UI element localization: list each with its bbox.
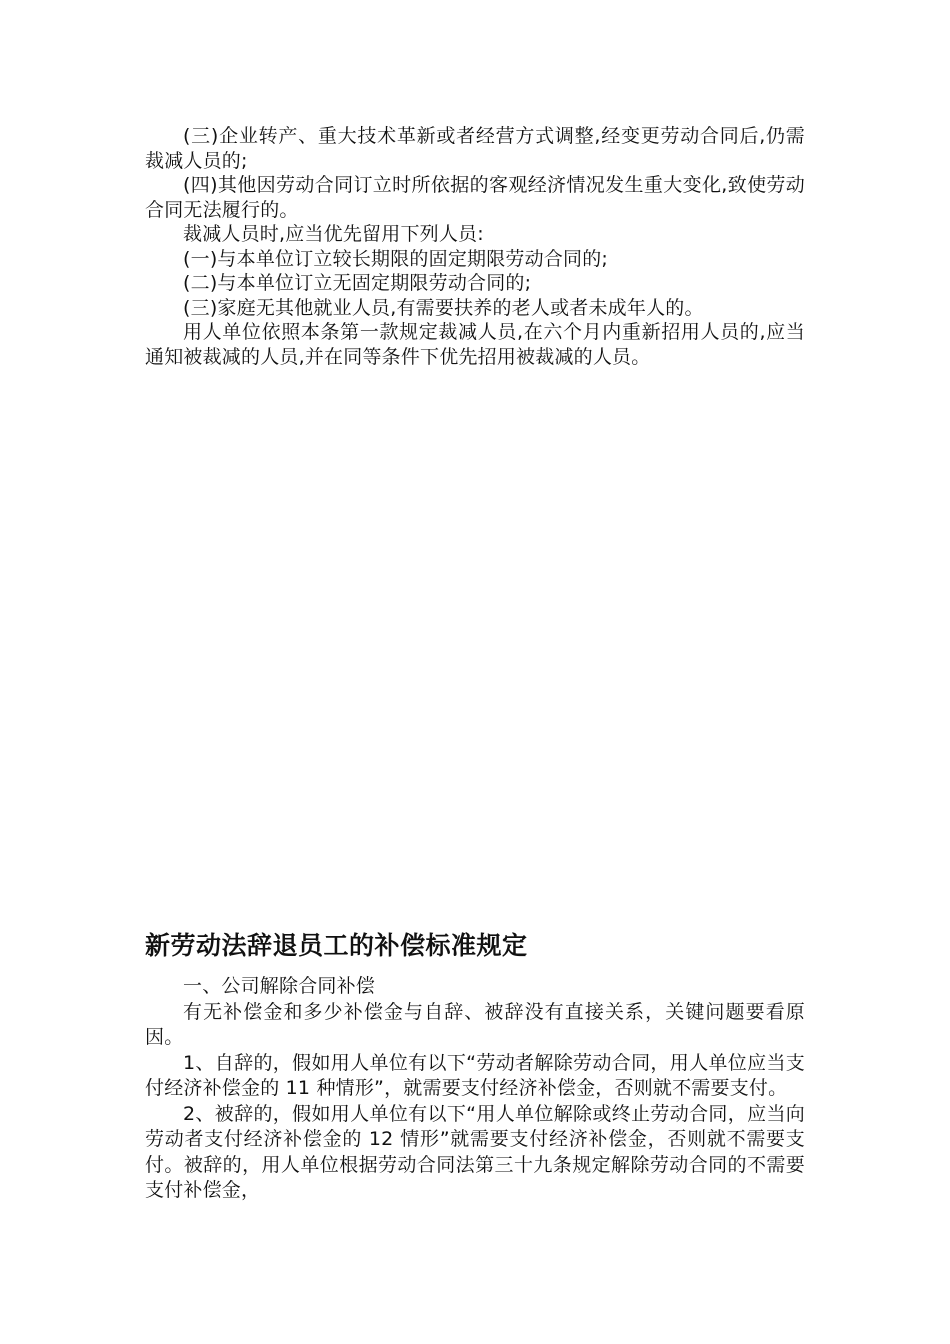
clause-paragraph: (四)其他因劳动合同订立时所依据的客观经济情况发生重大变化,致使劳动合同无法履行的。 xyxy=(145,174,805,221)
section-title: 新劳动法辞退员工的补偿标准规定 xyxy=(145,931,528,960)
body-paragraph: 1、自辞的，假如用人单位有以下“劳动者解除劳动合同，用人单位应当支付经济补偿金的 11 种情形”，就需要支付经济补偿金，否则就不需要支付。 xyxy=(145,1051,805,1099)
labor-contract-clause-section xyxy=(145,124,805,369)
compensation-standard-section xyxy=(145,926,805,1204)
body-paragraph: 一、公司解除合同补偿 xyxy=(183,975,376,997)
clause-paragraph: (三)企业转产、重大技术革新或者经营方式调整,经变更劳动合同后,仍需裁减人员的; xyxy=(145,125,805,172)
clause-paragraph: (二)与本单位订立无固定期限劳动合同的; xyxy=(183,272,532,294)
body-paragraph: 2、被辞的，假如用人单位有以下“用人单位解除或终止劳动合同，应当向劳动者支付经济补偿金的 12 情形”就需要支付经济补偿金，否则就不需要支付。被辞的，用人单位根据劳动合同法第三十九条规定解除劳动合同的不需要支付补偿金， xyxy=(145,1102,805,1201)
clause-paragraph: (三)家庭无其他就业人员,有需要扶养的老人或者未成年人的。 xyxy=(183,296,704,319)
clause-paragraph: 裁减人员时,应当优先留用下列人员: xyxy=(183,223,484,245)
body-paragraph: 有无补偿金和多少补偿金与自辞、被辞没有直接关系，关键问题要看原因。 xyxy=(145,1000,805,1048)
clause-paragraph: 用人单位依照本条第一款规定裁减人员,在六个月内重新招用人员的,应当通知被裁减的人员,并在同等条件下优先招用被裁减的人员。 xyxy=(145,321,805,368)
clause-paragraph: (一)与本单位订立较长期限的固定期限劳动合同的; xyxy=(183,247,609,270)
